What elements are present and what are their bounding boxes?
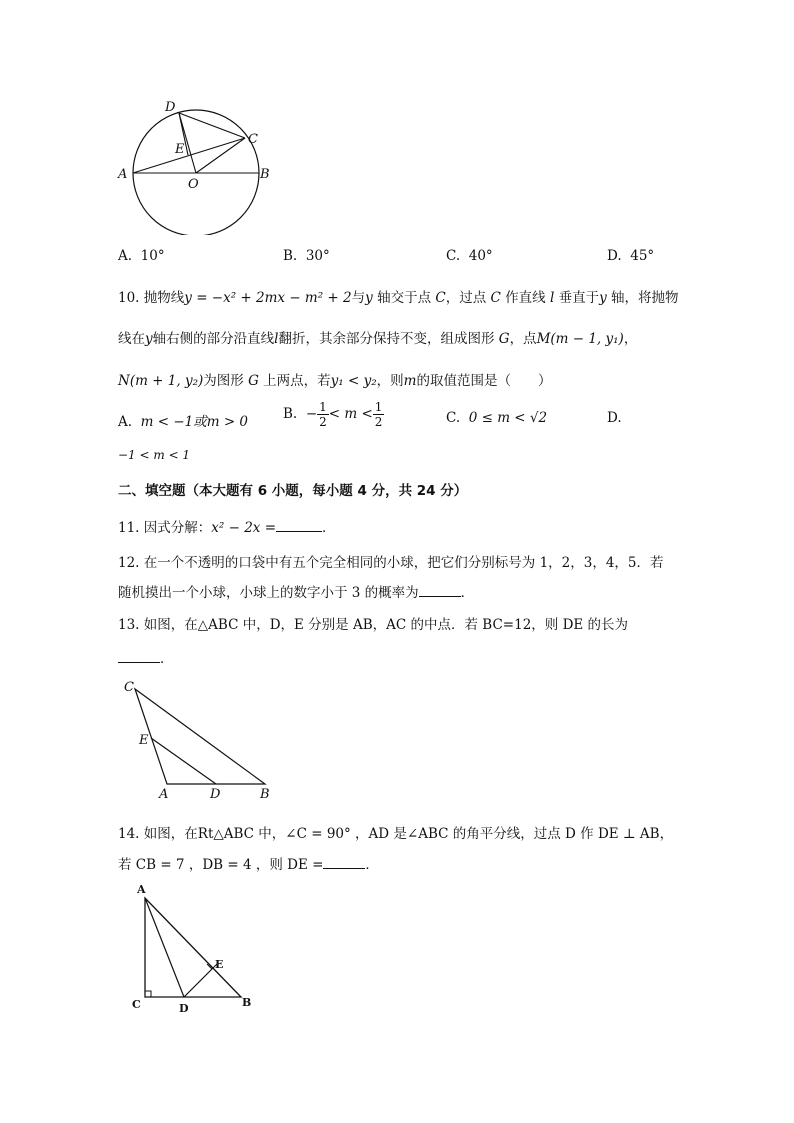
q14-line-1 xyxy=(118,822,673,842)
text: 的取值范围是（ ） xyxy=(416,373,552,389)
option-label: B. xyxy=(283,406,298,422)
q9-option-d xyxy=(607,248,654,264)
q10-option-b xyxy=(283,400,384,429)
point-m: M(m − 1, y₁) xyxy=(536,331,624,347)
numerator: 1 xyxy=(319,400,327,414)
text: ． xyxy=(160,651,174,667)
q11 xyxy=(118,516,336,536)
label-c: C xyxy=(124,680,134,695)
text: 翻折，其余部分保持不变，组成图形 xyxy=(278,331,499,347)
q13-line-1 xyxy=(118,613,628,633)
answer-blank[interactable] xyxy=(419,582,461,597)
text: 线在 xyxy=(118,331,145,347)
text: 轴交于点 xyxy=(372,290,436,306)
option-value: 10° xyxy=(140,248,165,264)
q13-triangle-figure xyxy=(115,676,285,804)
question-number: 12. xyxy=(118,555,140,571)
question-number: 10. xyxy=(118,290,140,306)
label-c: C xyxy=(132,998,141,1011)
point-n: N(m + 1, y₂) xyxy=(118,373,204,389)
text: 若 CB = 7 ，DB = 4 ，则 DE = xyxy=(118,857,324,873)
text: C xyxy=(435,290,446,306)
text: ． xyxy=(322,520,336,536)
text: y xyxy=(599,290,607,306)
question-number: 14. xyxy=(118,826,140,842)
answer-blank[interactable] xyxy=(276,517,322,532)
text: y xyxy=(365,290,373,306)
text: ． xyxy=(365,857,379,873)
text: C xyxy=(490,290,501,306)
question-number: 13. xyxy=(118,617,140,633)
segment-ac xyxy=(133,138,245,173)
triangle-abc xyxy=(135,689,265,784)
answer-blank[interactable] xyxy=(118,648,160,663)
text: 与 xyxy=(351,290,366,306)
option-label: C. xyxy=(446,248,461,264)
text: y xyxy=(145,331,153,347)
fraction-half xyxy=(317,400,329,429)
option-value: m < −1或m > 0 xyxy=(140,414,249,430)
label-d: D xyxy=(210,787,221,802)
text: ，过点 xyxy=(445,290,491,306)
section-2-heading: 二、填空题（本大题有 6 小题，每小题 4 分，共 24 分） xyxy=(118,483,468,499)
q13-line-2 xyxy=(118,647,174,667)
text: 垂直于 xyxy=(554,290,600,306)
option-label: C. xyxy=(446,410,461,426)
q10-line-2 xyxy=(118,327,637,347)
label-d: D xyxy=(179,1002,189,1015)
q9-option-b xyxy=(283,248,330,264)
q10-line-3 xyxy=(118,369,551,389)
label-b: B xyxy=(260,167,270,182)
text: 作直线 xyxy=(500,290,550,306)
text: 为图形 xyxy=(203,373,249,389)
q14-right-triangle-figure xyxy=(128,880,268,1020)
option-label: A. xyxy=(118,414,133,430)
text: l xyxy=(274,331,279,347)
option-value: 30° xyxy=(305,248,330,264)
q12-line-2 xyxy=(118,581,474,601)
option-value: 0 ≤ m < √2 xyxy=(468,410,548,426)
text: 轴右侧的部分沿直线 xyxy=(152,331,275,347)
parabola-expression: y = −x² + 2mx − m² + 2 xyxy=(184,290,352,306)
segment-de xyxy=(151,738,216,784)
expression: x² − 2x = xyxy=(211,520,277,536)
text: 轴，将抛物 xyxy=(606,290,679,306)
text: ， xyxy=(623,331,638,347)
denominator: 2 xyxy=(319,415,327,429)
label-e: E xyxy=(175,142,185,157)
text: 上两点，若 xyxy=(258,373,331,389)
q10-option-c xyxy=(446,410,547,426)
text: 如图，在Rt△ABC 中，∠C = 90° ，AD 是∠ABC 的角平分线，过点 D 作 DE ⊥ AB， xyxy=(143,826,674,842)
label-a: A xyxy=(137,883,146,896)
q14-line-2 xyxy=(118,853,379,873)
triangle-abc xyxy=(145,898,241,997)
label-e: E xyxy=(215,958,224,971)
text: l xyxy=(549,290,555,306)
minus-sign: − xyxy=(305,406,318,422)
option-label: B. xyxy=(283,248,298,264)
numerator: 1 xyxy=(374,400,383,414)
label-b: B xyxy=(260,787,270,802)
segment-dc xyxy=(179,113,245,138)
fraction-half xyxy=(373,400,385,429)
text: m xyxy=(403,373,417,389)
option-label: D. xyxy=(607,248,622,264)
text: 抛物线 xyxy=(143,290,185,306)
q10-option-d xyxy=(607,410,622,426)
q10-option-a xyxy=(118,410,248,430)
q10-line-1 xyxy=(118,286,679,306)
text: ． xyxy=(460,585,475,601)
text: G xyxy=(498,331,510,347)
text: ，点 xyxy=(509,331,537,347)
option-value: 40° xyxy=(468,248,493,264)
option-label: A. xyxy=(118,248,133,264)
text: ，则 xyxy=(376,373,404,389)
segment-ad xyxy=(145,898,184,997)
label-a: A xyxy=(118,167,128,182)
label-c: C xyxy=(248,132,258,147)
q9-circle-figure xyxy=(112,95,282,235)
text: 如图，在△ABC 中，D，E 分别是 AB，AC 的中点．若 BC=12，则 DE 的长为 xyxy=(143,617,629,633)
q9-option-a xyxy=(118,248,165,264)
text: 在一个不透明的口袋中有五个完全相同的小球，把它们分别标号为 1，2，3，4，5．若 xyxy=(143,555,664,571)
answer-blank[interactable] xyxy=(323,854,365,869)
label-b: B xyxy=(242,996,252,1009)
question-number: 11. xyxy=(118,520,140,536)
label-e: E xyxy=(139,733,149,748)
q12-line-1 xyxy=(118,551,664,571)
right-angle-mark-c xyxy=(145,991,151,997)
condition: y₁ < y₂ xyxy=(330,373,377,389)
inequality: < m < xyxy=(328,406,373,422)
denominator: 2 xyxy=(374,415,383,429)
q10-option-d-value: −1 < m < 1 xyxy=(118,448,191,462)
text: 因式分解： xyxy=(143,520,212,536)
text: G xyxy=(248,373,259,389)
q9-option-c xyxy=(446,248,493,264)
segment-de xyxy=(184,969,212,997)
option-value: 45° xyxy=(630,248,655,264)
label-a: A xyxy=(159,787,169,802)
label-o: O xyxy=(188,177,199,192)
text: 随机摸出一个小球，小球上的数字小于 3 的概率为 xyxy=(118,585,419,601)
segment-oc xyxy=(196,138,245,173)
option-label: D. xyxy=(607,410,622,426)
label-d: D xyxy=(165,100,176,115)
